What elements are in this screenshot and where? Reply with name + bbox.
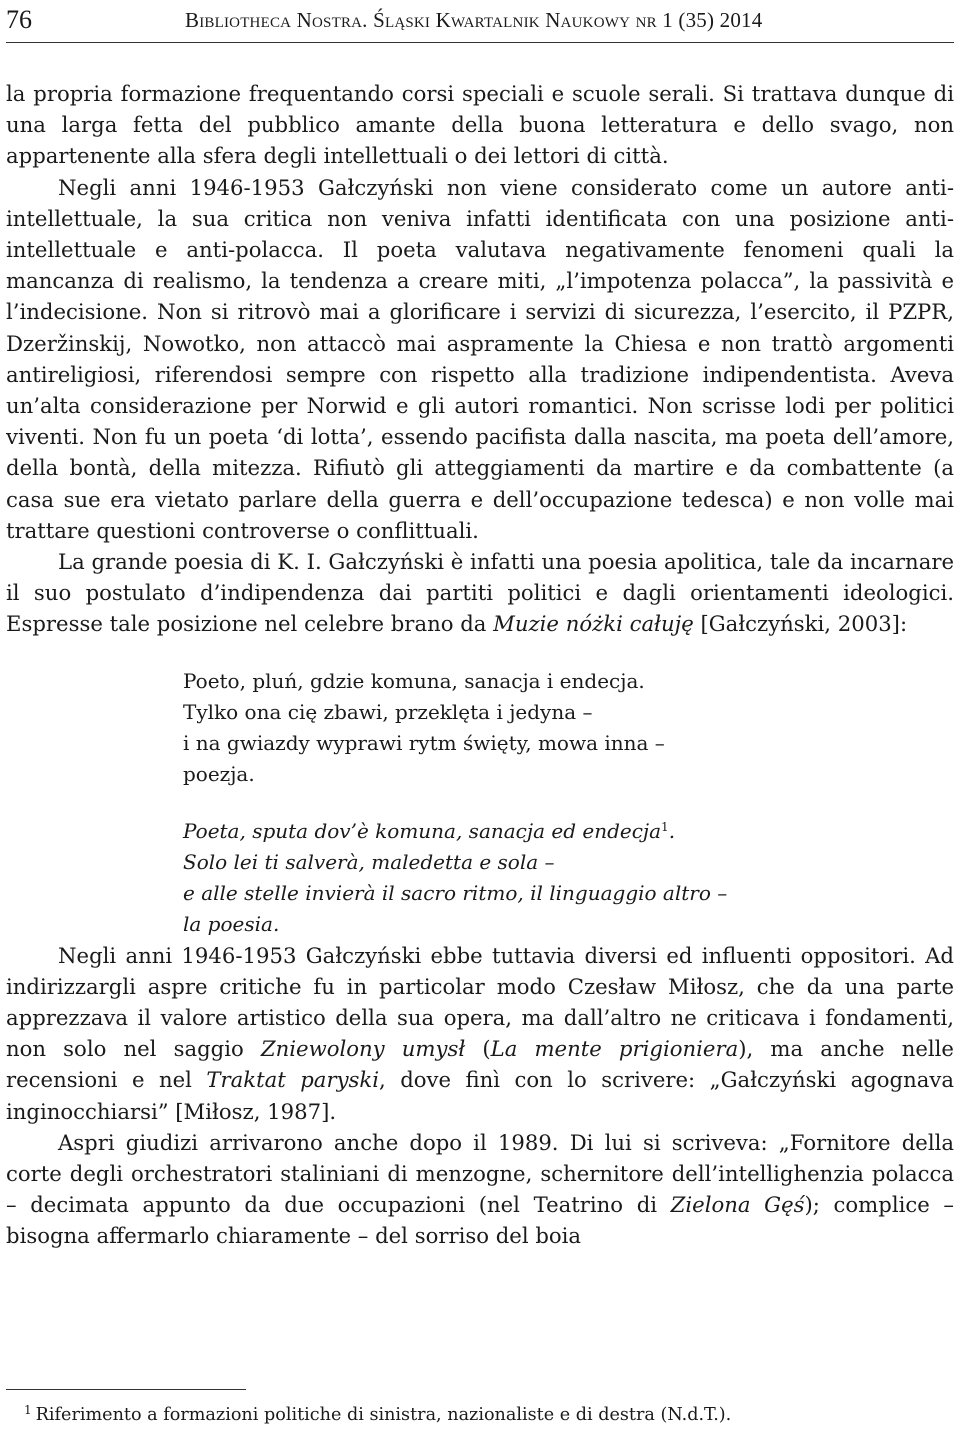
page-number: 76 [6,5,32,34]
footnote-reference[interactable]: 1 [661,819,669,834]
poem-translation-line: Solo lei ti salverà, maledetta e sola – [183,849,555,874]
paragraph-3-text-a: La grande poesia di K. I. Gałczyński è infatti una poesia apolitica, tale da incarnare il suo postulato d’indipendenza dai partiti politici e dagli orientamenti ideologici. Espresse tale posizione nel celebre brano da [6,549,954,637]
footnote-divider [6,1389,246,1390]
header-divider [6,42,954,43]
poem-line: poezja. [183,761,255,786]
paragraph-4-text-b: ( [465,1036,491,1062]
poem-line: i na gwiazdy wyprawi rytm święty, mowa inna – [183,730,665,755]
poem-translation-line: e alle stelle invierà il sacro ritmo, il linguaggio altro – [183,880,728,905]
paragraph-4-text-d: , dove finì con lo scrivere: „Gałczyński agognava inginocchiarsi” [Miłosz, 1987]. [6,1067,954,1124]
journal-title: Bibliotheca Nostra. Śląski Kwartalnik Naukowy nr 1 (35) 2014 [185,8,763,32]
paragraph-5 [6,1127,954,1252]
work-title-zielona: Zielona Gęś [670,1192,805,1218]
work-title-traktat: Traktat paryski [206,1067,380,1093]
poem-original-stanza [183,666,954,790]
paragraph-4-text-a: Negli anni 1946-1953 Gałczyński ebbe tuttavia diversi ed influenti oppositori. Ad indirizzargli aspre critiche fu in particolar modo Czesław Miłosz, che da una parte apprezzava il valore artistico della sua opera, ma dall’altro ne criticava i fondamenti, non solo nel saggio [6,942,954,1062]
poem-line: Poeto, pluń, gdzie komuna, sanacja i endecja. [183,668,645,693]
paragraph-5-text-a: Aspri giudizi arrivarono anche dopo il 1989. Di lui si scriveva: „Fornitore della corte degli orchestratori staliniani di menzogne, schernitore dell’intellighenzia polacca – decimata appunto da due occupazioni (nel Teatrino di [6,1129,954,1218]
paragraph-5-text-b: ); complice – bisogna affermarlo chiaramente – del sorriso del boia [6,1192,955,1249]
paragraph-1: la propria formazione frequentando corsi speciali e scuole serali. Si trattava dunque di una larga fetta del pubblico amante della buona letteratura e dello svago, non appartenente alla sfera degli intellettuali o dei lettori di città. [6,81,954,169]
paragraph-2: Negli anni 1946-1953 Gałczyński non viene considerato come un autore anti-intellettuale, la sua critica non veniva infatti identificata con una posizione anti-intellettuale e anti-polacca. Il poeta valutava negativamente fenomeni quali la mancanza di realismo, la tendenza a creare miti, „l’impotenza polacca”, la passività e l’indecisione. Non si ritrovò mai a glorificare i servizi di sicurezza, l’esercito, il PZPR, Dzeržinskij, Nowotko, non attaccò mai aspramente la Chiesa e non trattò argomenti antireligiosi, riferendosi sempre con rispetto alla tradizione indipendentista. Aveva un’alta considerazione per Norwid e gli autori romantici. Non scrisse lodi per politici viventi. Non fu un poeta ‘di lotta’, essendo pacifista dalla nascita, ma poeta dell’amore, della bontà, della mitezza. Rifiutò gli atteggiamenti da martire e da combattente (a casa sue era vietato parlare della guerra e dell’occupazione tedesca) e non volle mai trattare questioni controverse o conflittuali. [6,174,954,543]
poem-translation-line-end: . [668,818,676,843]
paragraph-4 [6,940,954,1127]
footnote [6,1396,954,1429]
work-title-zniewolony: Zniewolony umysł [260,1036,466,1062]
work-title-mente: La mente prigioniera [490,1036,739,1062]
running-header [6,4,956,40]
footnote-text: Riferimento a formazioni politiche di sinistra, nazionaliste e di destra (N.d.T.). [35,1405,732,1425]
paragraph-3-text-b: [Gałczyński, 2003]: [693,611,908,637]
footnote-number: 1 [24,1403,32,1417]
poem-translation-stanza [183,816,954,940]
poem-translation-line-text: Poeta, sputa dov’è komuna, sanacja ed endecja [183,818,662,843]
paragraph-3 [6,546,954,640]
poem-translation-line [183,816,954,847]
article-body [6,44,954,1252]
paragraph-4-text-c: ), ma anche nelle recensioni e nel [6,1036,954,1093]
poem-translation-line: la poesia. [183,911,280,936]
work-title-muzie: Muzie nóżki całuję [493,611,694,637]
poem-line: Tylko ona cię zbawi, przeklęta i jedyna – [183,699,593,724]
poem-quotation [183,666,954,940]
